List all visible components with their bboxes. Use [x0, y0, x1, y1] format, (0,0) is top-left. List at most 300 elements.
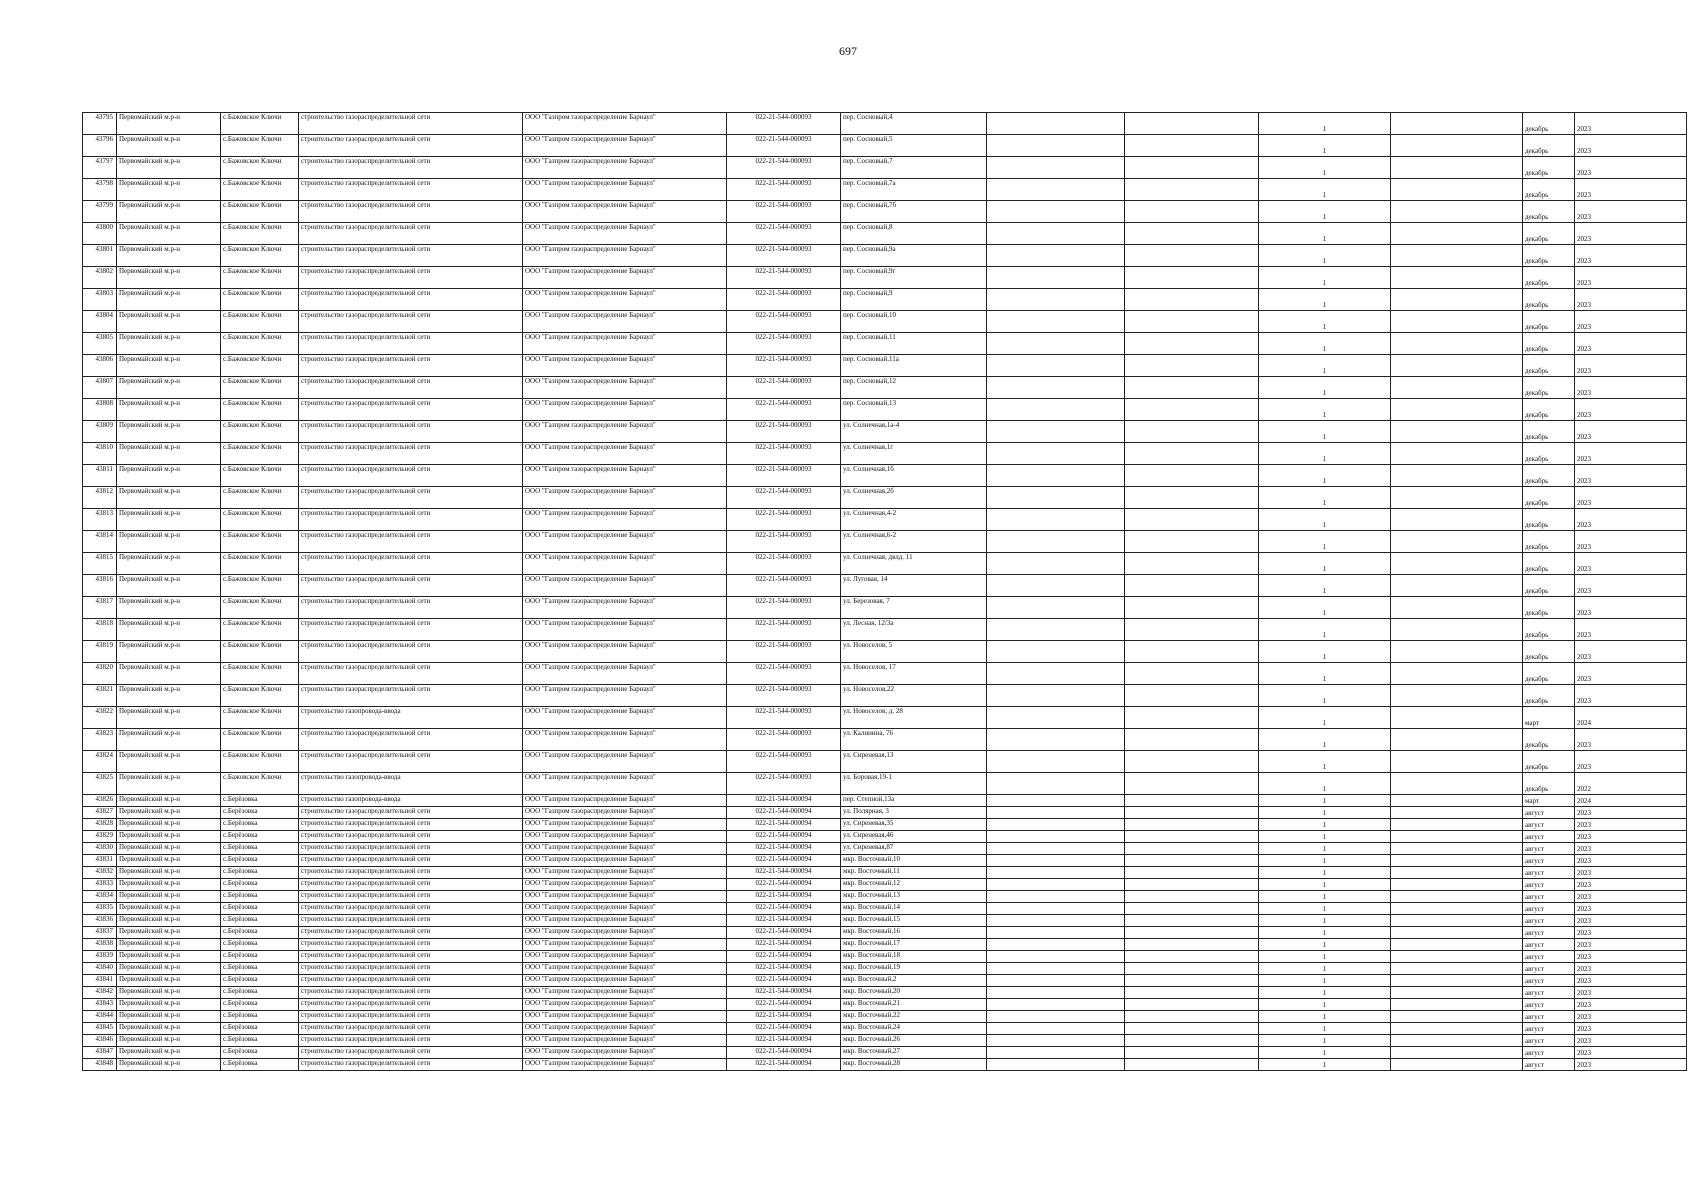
cell-address: ул. Березовая, 7: [841, 597, 987, 619]
cell-district: Первомайский м.р-н: [117, 879, 221, 891]
cell-district: Первомайский м.р-н: [117, 355, 221, 377]
table-row: [83, 831, 1687, 843]
table-row: [83, 773, 1687, 795]
cell-address: ул. Солнечная,1г: [841, 443, 987, 465]
cell-blank3: [1391, 553, 1523, 575]
cell-month: декабрь: [1523, 465, 1575, 487]
cell-code: 022-21-544-000093: [727, 289, 841, 311]
cell-district: Первомайский м.р-н: [117, 975, 221, 987]
cell-work: строительство газораспределительной сети: [299, 999, 523, 1011]
cell-blank3: [1391, 975, 1523, 987]
cell-district: Первомайский м.р-н: [117, 113, 221, 135]
cell-work: строительство газопровода-ввода: [299, 707, 523, 729]
cell-blank3: [1391, 867, 1523, 879]
cell-code: 022-21-544-000094: [727, 999, 841, 1011]
cell-work: строительство газораспределительной сети: [299, 487, 523, 509]
cell-work: строительство газораспределительной сети: [299, 843, 523, 855]
cell-count: 1: [1259, 831, 1391, 843]
cell-blank2: [1125, 1023, 1259, 1035]
cell-blank1: [987, 831, 1125, 843]
cell-count: 1: [1259, 223, 1391, 245]
cell-village: с.Бажовское Ключи: [221, 223, 299, 245]
cell-village: с.Бажовское Ключи: [221, 707, 299, 729]
cell-count: 1: [1259, 987, 1391, 999]
cell-blank2: [1125, 855, 1259, 867]
cell-year: 2023: [1575, 927, 1687, 939]
cell-blank1: [987, 1011, 1125, 1023]
cell-code: 022-21-544-000093: [727, 443, 841, 465]
cell-blank2: [1125, 975, 1259, 987]
cell-month: декабрь: [1523, 179, 1575, 201]
cell-num: 43829: [83, 831, 117, 843]
cell-org: ООО "Газпром газораспределение Барнаул": [523, 1023, 727, 1035]
cell-org: ООО "Газпром газораспределение Барнаул": [523, 1059, 727, 1071]
cell-code: 022-21-544-000094: [727, 975, 841, 987]
cell-village: с.Берёзовка: [221, 915, 299, 927]
cell-address: мкр. Восточный,28: [841, 1059, 987, 1071]
cell-count: 1: [1259, 597, 1391, 619]
cell-code: 022-21-544-000094: [727, 1011, 841, 1023]
cell-district: Первомайский м.р-н: [117, 663, 221, 685]
cell-code: 022-21-544-000093: [727, 487, 841, 509]
cell-blank1: [987, 135, 1125, 157]
cell-month: декабрь: [1523, 553, 1575, 575]
cell-month: декабрь: [1523, 135, 1575, 157]
cell-blank2: [1125, 157, 1259, 179]
cell-village: с.Берёзовка: [221, 1059, 299, 1071]
cell-count: 1: [1259, 531, 1391, 553]
cell-count: 1: [1259, 553, 1391, 575]
cell-blank1: [987, 113, 1125, 135]
cell-village: с.Бажовское Ключи: [221, 663, 299, 685]
cell-blank3: [1391, 201, 1523, 223]
cell-village: с.Бажовское Ключи: [221, 179, 299, 201]
cell-blank1: [987, 179, 1125, 201]
cell-month: август: [1523, 915, 1575, 927]
cell-num: 43830: [83, 843, 117, 855]
cell-blank2: [1125, 399, 1259, 421]
cell-count: 1: [1259, 879, 1391, 891]
cell-count: 1: [1259, 201, 1391, 223]
cell-address: мкр. Восточный,15: [841, 915, 987, 927]
cell-village: с.Бажовское Ключи: [221, 355, 299, 377]
table-row: [83, 927, 1687, 939]
table-row: [83, 1035, 1687, 1047]
cell-work: строительство газораспределительной сети: [299, 987, 523, 999]
cell-count: 1: [1259, 819, 1391, 831]
cell-year: 2023: [1575, 377, 1687, 399]
cell-count: 1: [1259, 795, 1391, 807]
cell-org: ООО "Газпром газораспределение Барнаул": [523, 663, 727, 685]
cell-blank2: [1125, 903, 1259, 915]
cell-address: пер. Сосновый,11: [841, 333, 987, 355]
cell-blank3: [1391, 1047, 1523, 1059]
cell-count: 1: [1259, 333, 1391, 355]
cell-blank1: [987, 707, 1125, 729]
cell-blank2: [1125, 487, 1259, 509]
cell-count: 1: [1259, 113, 1391, 135]
cell-num: 43800: [83, 223, 117, 245]
cell-code: 022-21-544-000093: [727, 355, 841, 377]
table-row: [83, 553, 1687, 575]
cell-blank3: [1391, 113, 1523, 135]
cell-address: мкр. Восточный,16: [841, 927, 987, 939]
cell-count: 1: [1259, 355, 1391, 377]
cell-village: с.Берёзовка: [221, 819, 299, 831]
cell-code: 022-21-544-000093: [727, 311, 841, 333]
cell-address: ул. Луговая, 14: [841, 575, 987, 597]
cell-code: 022-21-544-000094: [727, 831, 841, 843]
cell-blank1: [987, 443, 1125, 465]
cell-num: 43808: [83, 399, 117, 421]
cell-blank1: [987, 663, 1125, 685]
cell-year: 2023: [1575, 867, 1687, 879]
cell-num: 43841: [83, 975, 117, 987]
cell-month: август: [1523, 975, 1575, 987]
cell-village: с.Бажовское Ключи: [221, 575, 299, 597]
cell-address: мкр. Восточный,26: [841, 1035, 987, 1047]
cell-code: 022-21-544-000093: [727, 707, 841, 729]
cell-num: 43835: [83, 903, 117, 915]
cell-num: 43820: [83, 663, 117, 685]
cell-work: строительство газораспределительной сети: [299, 531, 523, 553]
cell-blank2: [1125, 951, 1259, 963]
cell-code: 022-21-544-000094: [727, 807, 841, 819]
cell-blank3: [1391, 377, 1523, 399]
cell-num: 43838: [83, 939, 117, 951]
cell-num: 43799: [83, 201, 117, 223]
cell-work: строительство газораспределительной сети: [299, 179, 523, 201]
table-row: [83, 663, 1687, 685]
cell-count: 1: [1259, 1059, 1391, 1071]
cell-work: строительство газораспределительной сети: [299, 1047, 523, 1059]
page-number: 697: [839, 44, 857, 58]
cell-year: 2023: [1575, 575, 1687, 597]
cell-blank2: [1125, 311, 1259, 333]
cell-work: строительство газораспределительной сети: [299, 807, 523, 819]
table-row: [83, 443, 1687, 465]
cell-district: Первомайский м.р-н: [117, 963, 221, 975]
cell-year: 2023: [1575, 641, 1687, 663]
cell-district: Первомайский м.р-н: [117, 311, 221, 333]
cell-address: ул. Сиреневая,87: [841, 843, 987, 855]
cell-blank2: [1125, 135, 1259, 157]
cell-blank1: [987, 819, 1125, 831]
table-row: [83, 399, 1687, 421]
cell-address: мкр. Восточный,2: [841, 975, 987, 987]
cell-district: Первомайский м.р-н: [117, 135, 221, 157]
cell-village: с.Берёзовка: [221, 867, 299, 879]
cell-month: декабрь: [1523, 267, 1575, 289]
cell-year: 2023: [1575, 879, 1687, 891]
cell-village: с.Бажовское Ключи: [221, 333, 299, 355]
cell-year: 2023: [1575, 157, 1687, 179]
cell-blank3: [1391, 487, 1523, 509]
cell-district: Первомайский м.р-н: [117, 831, 221, 843]
cell-code: 022-21-544-000094: [727, 915, 841, 927]
cell-org: ООО "Газпром газораспределение Барнаул": [523, 311, 727, 333]
cell-village: с.Бажовское Ключи: [221, 641, 299, 663]
cell-month: август: [1523, 927, 1575, 939]
table-row: [83, 707, 1687, 729]
cell-year: 2023: [1575, 685, 1687, 707]
cell-year: 2023: [1575, 751, 1687, 773]
cell-org: ООО "Газпром газораспределение Барнаул": [523, 963, 727, 975]
cell-blank2: [1125, 831, 1259, 843]
cell-district: Первомайский м.р-н: [117, 157, 221, 179]
cell-org: ООО "Газпром газораспределение Барнаул": [523, 891, 727, 903]
table-row: [83, 179, 1687, 201]
cell-blank2: [1125, 201, 1259, 223]
cell-month: декабрь: [1523, 289, 1575, 311]
table-row: [83, 855, 1687, 867]
cell-month: август: [1523, 999, 1575, 1011]
table-row: [83, 975, 1687, 987]
cell-month: август: [1523, 1059, 1575, 1071]
cell-blank2: [1125, 963, 1259, 975]
cell-address: мкр. Восточный,11: [841, 867, 987, 879]
cell-month: декабрь: [1523, 377, 1575, 399]
cell-blank1: [987, 1023, 1125, 1035]
cell-blank1: [987, 1047, 1125, 1059]
cell-address: ул. Калинина, 76: [841, 729, 987, 751]
cell-code: 022-21-544-000093: [727, 575, 841, 597]
cell-month: август: [1523, 939, 1575, 951]
cell-address: ул. Сиреневая,46: [841, 831, 987, 843]
cell-district: Первомайский м.р-н: [117, 819, 221, 831]
cell-num: 43831: [83, 855, 117, 867]
cell-address: ул. Солнечная,6-2: [841, 531, 987, 553]
cell-count: 1: [1259, 999, 1391, 1011]
cell-num: 43821: [83, 685, 117, 707]
cell-blank1: [987, 641, 1125, 663]
cell-village: с.Берёзовка: [221, 987, 299, 999]
cell-blank3: [1391, 333, 1523, 355]
cell-year: 2023: [1575, 903, 1687, 915]
cell-year: 2023: [1575, 223, 1687, 245]
cell-blank2: [1125, 939, 1259, 951]
cell-blank1: [987, 399, 1125, 421]
cell-work: строительство газораспределительной сети: [299, 113, 523, 135]
cell-village: с.Бажовское Ключи: [221, 201, 299, 223]
cell-district: Первомайский м.р-н: [117, 685, 221, 707]
cell-district: Первомайский м.р-н: [117, 1011, 221, 1023]
cell-year: 2023: [1575, 963, 1687, 975]
cell-num: 43801: [83, 245, 117, 267]
cell-village: с.Берёзовка: [221, 831, 299, 843]
cell-work: строительство газораспределительной сети: [299, 157, 523, 179]
cell-address: мкр. Восточный,20: [841, 987, 987, 999]
cell-district: Первомайский м.р-н: [117, 729, 221, 751]
cell-month: декабрь: [1523, 443, 1575, 465]
cell-count: 1: [1259, 685, 1391, 707]
cell-blank2: [1125, 729, 1259, 751]
cell-month: август: [1523, 1035, 1575, 1047]
cell-address: пер. Сосновый,5: [841, 135, 987, 157]
cell-address: ул. Новоселов, 5: [841, 641, 987, 663]
cell-blank3: [1391, 915, 1523, 927]
cell-org: ООО "Газпром газораспределение Барнаул": [523, 807, 727, 819]
cell-year: 2023: [1575, 553, 1687, 575]
cell-num: 43845: [83, 1023, 117, 1035]
cell-org: ООО "Газпром газораспределение Барнаул": [523, 999, 727, 1011]
cell-blank3: [1391, 597, 1523, 619]
cell-work: строительство газораспределительной сети: [299, 597, 523, 619]
cell-org: ООО "Газпром газораспределение Барнаул": [523, 377, 727, 399]
cell-blank1: [987, 575, 1125, 597]
cell-org: ООО "Газпром газораспределение Барнаул": [523, 355, 727, 377]
cell-num: 43848: [83, 1059, 117, 1071]
cell-blank3: [1391, 267, 1523, 289]
cell-district: Первомайский м.р-н: [117, 267, 221, 289]
cell-year: 2023: [1575, 987, 1687, 999]
cell-num: 43847: [83, 1047, 117, 1059]
cell-blank3: [1391, 641, 1523, 663]
cell-org: ООО "Газпром газораспределение Барнаул": [523, 487, 727, 509]
table-row: [83, 999, 1687, 1011]
cell-blank2: [1125, 843, 1259, 855]
cell-count: 1: [1259, 1011, 1391, 1023]
cell-village: с.Бажовское Ключи: [221, 377, 299, 399]
cell-blank2: [1125, 289, 1259, 311]
cell-org: ООО "Газпром газораспределение Барнаул": [523, 289, 727, 311]
cell-work: строительство газораспределительной сети: [299, 891, 523, 903]
cell-num: 43833: [83, 879, 117, 891]
cell-num: 43811: [83, 465, 117, 487]
cell-village: с.Бажовское Ключи: [221, 751, 299, 773]
cell-month: декабрь: [1523, 619, 1575, 641]
cell-year: 2023: [1575, 333, 1687, 355]
table-row: [83, 843, 1687, 855]
cell-year: 2023: [1575, 891, 1687, 903]
table-row: [83, 267, 1687, 289]
cell-count: 1: [1259, 421, 1391, 443]
cell-village: с.Берёзовка: [221, 975, 299, 987]
table-row: [83, 531, 1687, 553]
table-row: [83, 289, 1687, 311]
cell-org: ООО "Газпром газораспределение Барнаул": [523, 987, 727, 999]
cell-work: строительство газораспределительной сети: [299, 333, 523, 355]
cell-district: Первомайский м.р-н: [117, 223, 221, 245]
cell-month: декабрь: [1523, 113, 1575, 135]
cell-village: с.Бажовское Ключи: [221, 399, 299, 421]
table-row: [83, 903, 1687, 915]
cell-year: 2023: [1575, 1023, 1687, 1035]
cell-address: ул. Полярная, 3: [841, 807, 987, 819]
cell-village: с.Бажовское Ключи: [221, 553, 299, 575]
cell-work: строительство газораспределительной сети: [299, 927, 523, 939]
cell-district: Первомайский м.р-н: [117, 509, 221, 531]
table-row: [83, 1047, 1687, 1059]
cell-code: 022-21-544-000094: [727, 1035, 841, 1047]
table-row: [83, 465, 1687, 487]
cell-work: строительство газораспределительной сети: [299, 641, 523, 663]
cell-district: Первомайский м.р-н: [117, 487, 221, 509]
cell-work: строительство газораспределительной сети: [299, 951, 523, 963]
cell-year: 2023: [1575, 939, 1687, 951]
cell-blank3: [1391, 707, 1523, 729]
cell-blank1: [987, 223, 1125, 245]
cell-code: 022-21-544-000094: [727, 855, 841, 867]
table-row: [83, 729, 1687, 751]
cell-blank3: [1391, 289, 1523, 311]
cell-work: строительство газораспределительной сети: [299, 831, 523, 843]
cell-code: 022-21-544-000093: [727, 531, 841, 553]
cell-village: с.Берёзовка: [221, 1047, 299, 1059]
cell-blank1: [987, 891, 1125, 903]
table-row: [83, 619, 1687, 641]
cell-month: март: [1523, 707, 1575, 729]
cell-address: пер. Степной,13а: [841, 795, 987, 807]
cell-district: Первомайский м.р-н: [117, 795, 221, 807]
cell-address: ул. Боровая,19-1: [841, 773, 987, 795]
cell-num: 43815: [83, 553, 117, 575]
cell-address: пер. Сосновый,9: [841, 289, 987, 311]
cell-village: с.Бажовское Ключи: [221, 245, 299, 267]
cell-village: с.Берёзовка: [221, 1011, 299, 1023]
cell-blank1: [987, 531, 1125, 553]
cell-village: с.Бажовское Ключи: [221, 113, 299, 135]
cell-village: с.Берёзовка: [221, 807, 299, 819]
cell-village: с.Бажовское Ключи: [221, 729, 299, 751]
cell-address: мкр. Восточный,24: [841, 1023, 987, 1035]
cell-code: 022-21-544-000093: [727, 597, 841, 619]
cell-month: декабрь: [1523, 487, 1575, 509]
cell-code: 022-21-544-000093: [727, 377, 841, 399]
cell-blank3: [1391, 1023, 1523, 1035]
cell-blank2: [1125, 113, 1259, 135]
cell-blank1: [987, 465, 1125, 487]
cell-district: Первомайский м.р-н: [117, 927, 221, 939]
cell-work: строительство газораспределительной сети: [299, 1059, 523, 1071]
table-body: [83, 113, 1687, 1071]
cell-code: 022-21-544-000094: [727, 819, 841, 831]
cell-village: с.Берёзовка: [221, 999, 299, 1011]
cell-count: 1: [1259, 975, 1391, 987]
cell-blank2: [1125, 641, 1259, 663]
table-row: [83, 245, 1687, 267]
cell-code: 022-21-544-000094: [727, 1059, 841, 1071]
cell-district: Первомайский м.р-н: [117, 987, 221, 999]
cell-blank1: [987, 245, 1125, 267]
cell-address: пер. Сосновый,11а: [841, 355, 987, 377]
cell-org: ООО "Газпром газораспределение Барнаул": [523, 597, 727, 619]
cell-village: с.Берёзовка: [221, 843, 299, 855]
table-row: [83, 355, 1687, 377]
table-row: [83, 939, 1687, 951]
cell-address: ул. Новоселов,22: [841, 685, 987, 707]
cell-blank3: [1391, 421, 1523, 443]
cell-num: 43812: [83, 487, 117, 509]
cell-address: мкр. Восточный,27: [841, 1047, 987, 1059]
cell-work: строительство газораспределительной сети: [299, 751, 523, 773]
cell-blank1: [987, 879, 1125, 891]
cell-count: 1: [1259, 641, 1391, 663]
cell-blank2: [1125, 915, 1259, 927]
cell-address: мкр. Восточный,21: [841, 999, 987, 1011]
cell-month: август: [1523, 807, 1575, 819]
cell-num: 43817: [83, 597, 117, 619]
cell-blank1: [987, 421, 1125, 443]
cell-blank3: [1391, 509, 1523, 531]
cell-count: 1: [1259, 855, 1391, 867]
table-row: [83, 915, 1687, 927]
cell-blank3: [1391, 843, 1523, 855]
cell-district: Первомайский м.р-н: [117, 443, 221, 465]
cell-blank2: [1125, 773, 1259, 795]
cell-blank1: [987, 939, 1125, 951]
cell-num: 43803: [83, 289, 117, 311]
